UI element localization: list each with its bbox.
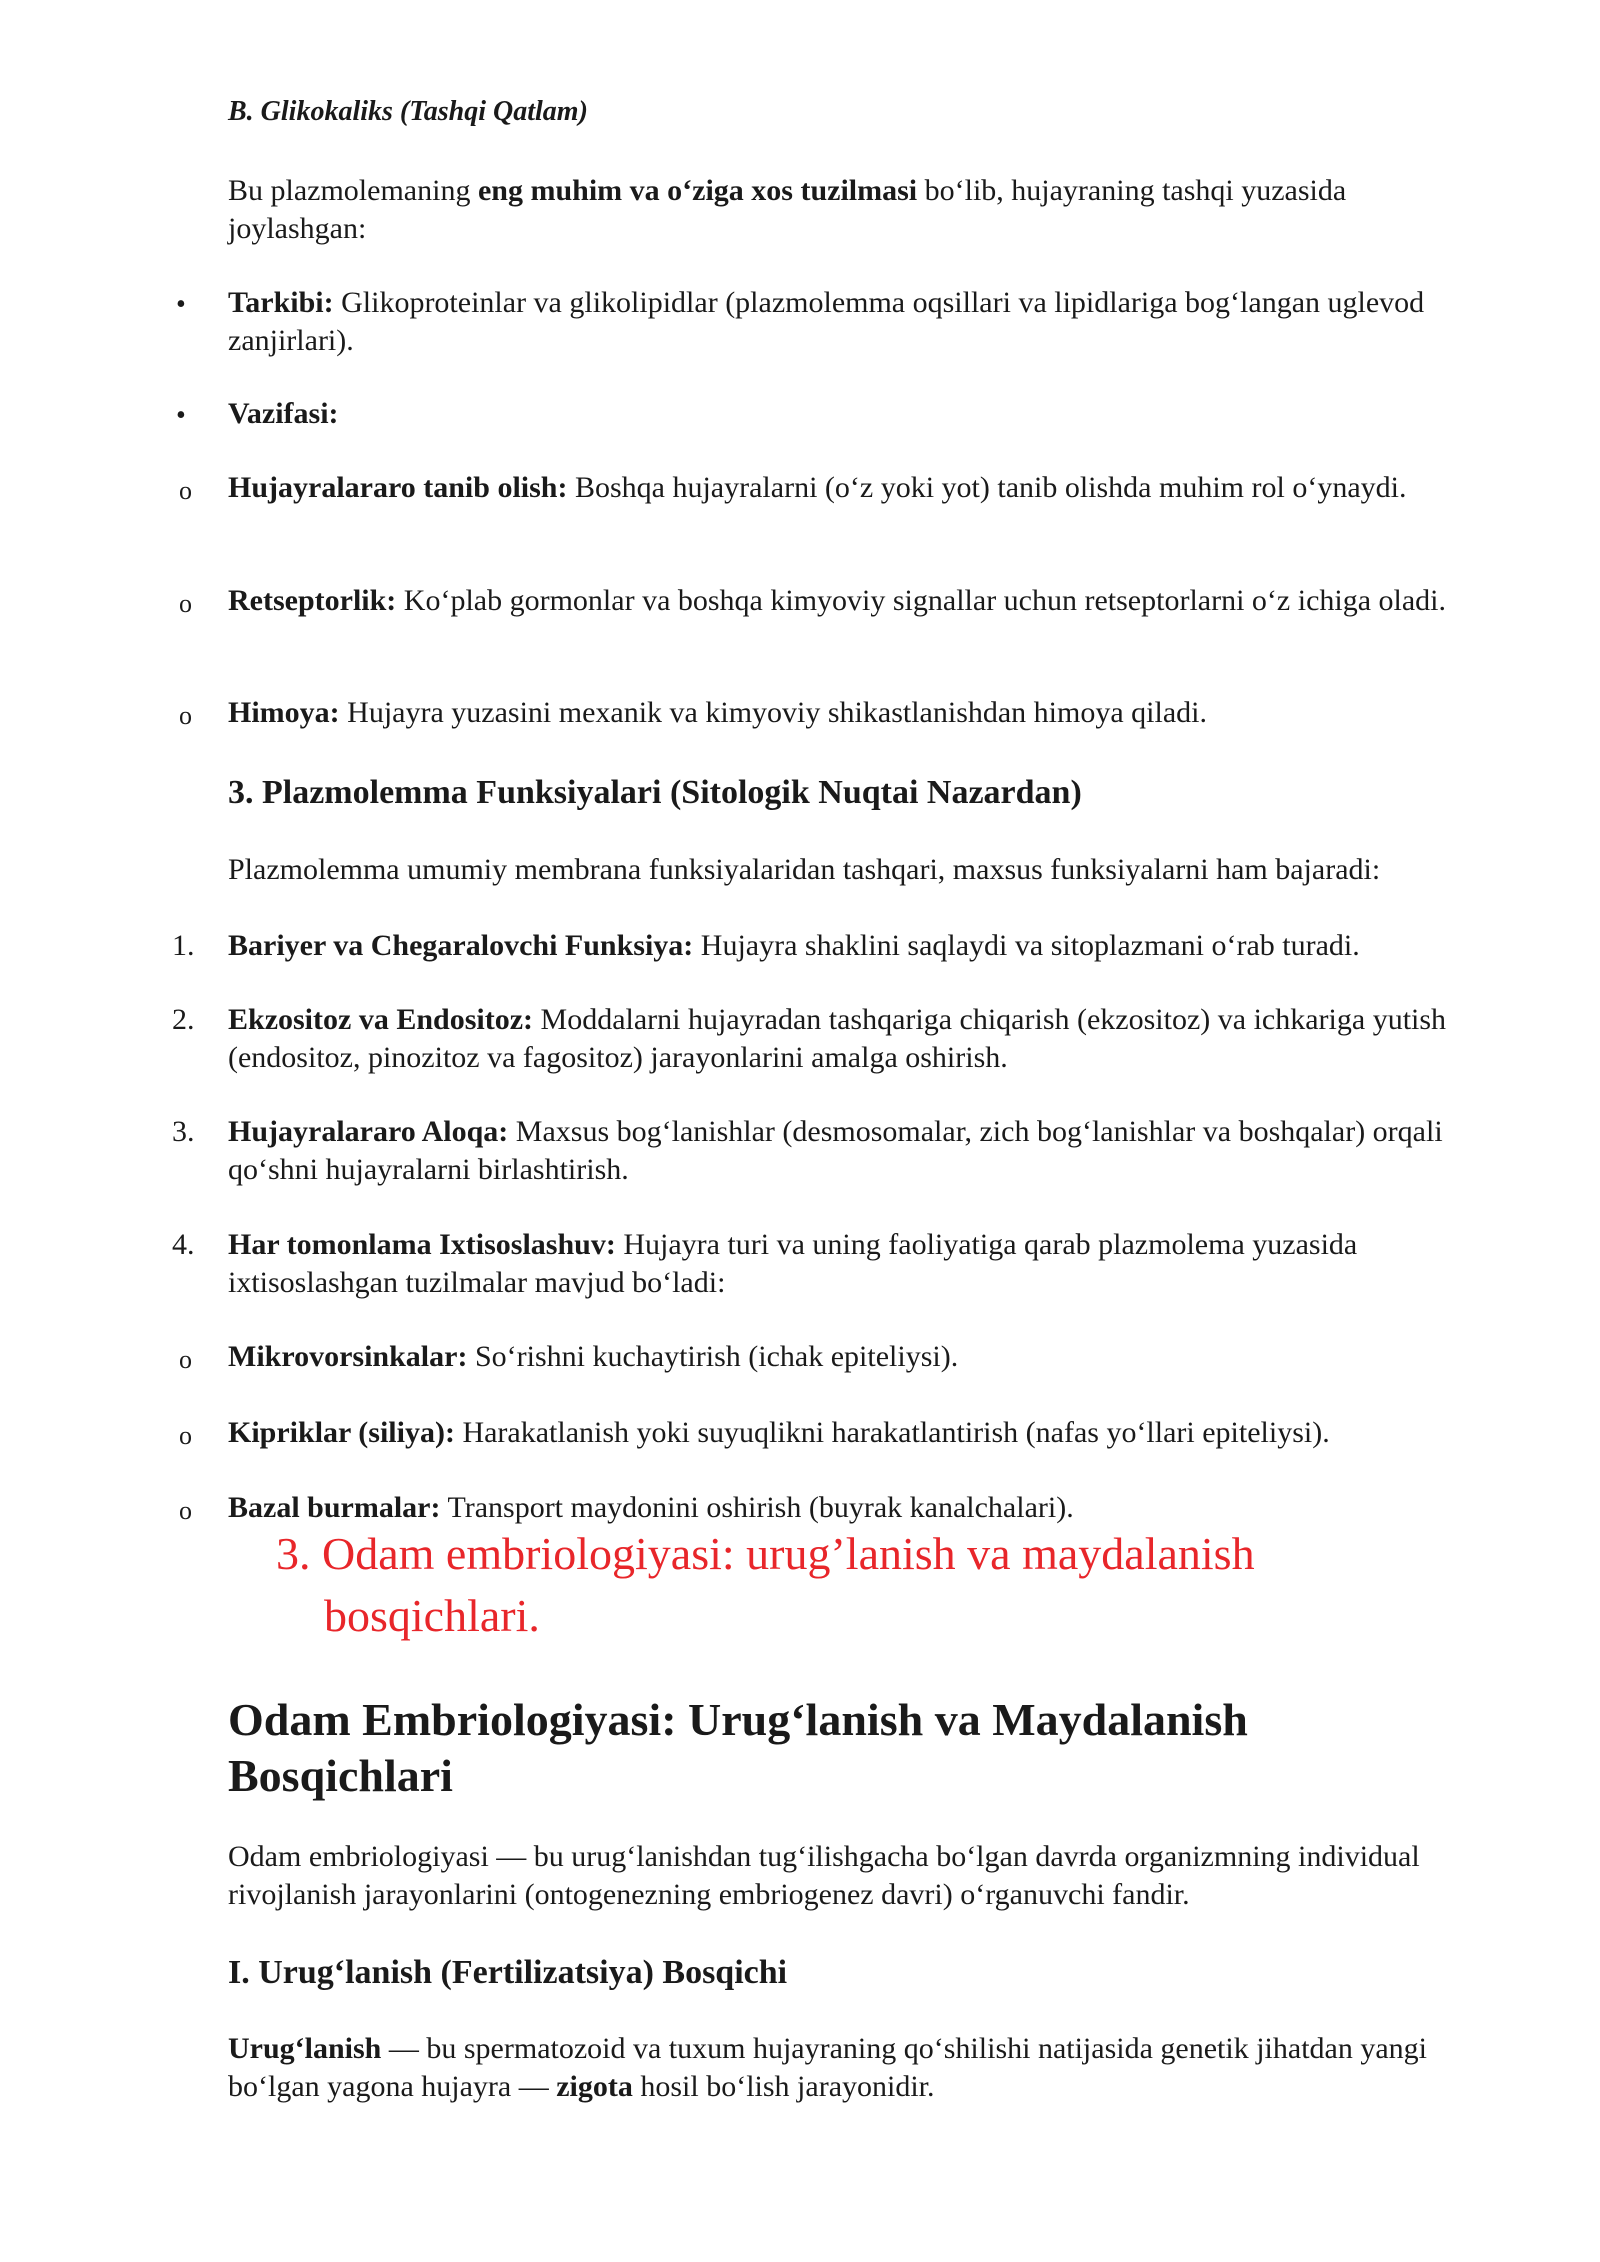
numbered-label: Hujayralararo Aloqa: bbox=[228, 1115, 509, 1148]
sub-bullet-mikrovorsinkalar bbox=[228, 1338, 1478, 1376]
sub-bullet-text: Transport maydonini oshirish (buyrak kanalchalari). bbox=[440, 1491, 1074, 1524]
numbered-text: Maxsus bog‘lanishlar (desmosomalar, zich bog‘lanishlar va boshqalar) orqali qo‘shni hujayralarni birlashtirish. bbox=[228, 1115, 1443, 1186]
main-intro: Odam embriologiyasi — bu urug‘lanishdan tug‘ilishgacha bo‘lgan davrda organizmning individual rivojlanish jarayonlarini (ontogenezning embriogenez davri) o‘rganuvchi fandir. bbox=[228, 1840, 1420, 1911]
sub-bullet-retseptorlik bbox=[228, 582, 1478, 620]
bullet-label: Vazifasi: bbox=[228, 397, 339, 430]
numbered-item-3 bbox=[228, 1113, 1478, 1189]
bullet-marker: • bbox=[176, 400, 186, 431]
sub-bullet-marker: o bbox=[179, 476, 192, 505]
sub-bullet-marker: o bbox=[179, 1496, 192, 1525]
fert-bold-1: Urug‘lanish bbox=[228, 2032, 382, 2065]
sub-bullet-label: Retseptorlik: bbox=[228, 584, 397, 617]
list-number: 1. bbox=[172, 929, 195, 962]
sub-bullet-text: Boshqa hujayralarni (o‘z yoki yot) tanib olishda muhim rol o‘ynaydi. bbox=[567, 471, 1407, 504]
sub-bullet-label: Himoya: bbox=[228, 696, 340, 729]
sub-bullet-kipriklar bbox=[228, 1414, 1478, 1452]
fertilization-definition bbox=[228, 2030, 1478, 2106]
sub-bullet-marker: o bbox=[179, 1345, 192, 1374]
numbered-text: Hujayra turi va uning faoliyatiga qarab plazmolema yuzasida ixtisoslashgan tuzilmalar mavjud bo‘ladi: bbox=[228, 1228, 1358, 1299]
intro-pre: Bu plazmolemaning bbox=[228, 174, 478, 207]
red-heading-line-1: 3. Odam embriologiyasi: urug’lanish va maydalanish bbox=[276, 1528, 1255, 1579]
fert-bold-2: zigota bbox=[556, 2070, 633, 2103]
intro-bold: eng muhim va o‘ziga xos tuzilmasi bbox=[477, 174, 918, 207]
intro-post: bo‘lib, hujayraning tashqi yuzasida joylashgan: bbox=[228, 174, 1347, 245]
bullet-tarkibi bbox=[228, 284, 1478, 360]
sub-bullet-marker: o bbox=[179, 1421, 192, 1450]
fert-mid: — bu spermatozoid va tuxum hujayraning qo‘shilishi natijasida genetik jihatdan yangi bo‘lgan yagona hujayra — bbox=[228, 2032, 1427, 2103]
sub-bullet-label: Bazal burmalar: bbox=[228, 1491, 441, 1524]
numbered-item-2 bbox=[228, 1001, 1478, 1077]
numbered-text: Moddalarni hujayradan tashqariga chiqarish (ekzositoz) va ichkariga yutish (endositoz, pinozitoz va fagositoz) jarayonlarini amalga oshirish. bbox=[228, 1003, 1447, 1074]
sub-bullet-marker: o bbox=[179, 701, 192, 730]
red-heading-line-2: bosqichlari. bbox=[324, 1590, 540, 1641]
list-number: 2. bbox=[172, 1003, 195, 1036]
numbered-label: Har tomonlama Ixtisoslashuv: bbox=[228, 1228, 616, 1261]
fert-post: hosil bo‘lish jarayonidir. bbox=[632, 2070, 935, 2103]
bullet-label: Tarkibi: bbox=[228, 286, 334, 319]
numbered-item-4 bbox=[228, 1226, 1478, 1302]
sub-bullet-label: Kipriklar (siliya): bbox=[228, 1416, 455, 1449]
sub-bullet-label: Hujayralararo tanib olish: bbox=[228, 471, 568, 504]
sub-bullet-tanib-olish bbox=[228, 469, 1478, 507]
embryology-red-heading bbox=[276, 1523, 1476, 1647]
bullet-text: Glikoproteinlar va glikolipidlar (plazmolemma oqsillari va lipidlariga bog‘langan uglevod zanjirlari). bbox=[228, 286, 1425, 357]
sub-bullet-text: Hujayra yuzasini mexanik va kimyoviy shikastlanishdan himoya qiladi. bbox=[339, 696, 1207, 729]
numbered-label: Bariyer va Chegaralovchi Funksiya: bbox=[228, 929, 694, 962]
numbered-item-1 bbox=[228, 927, 1478, 965]
numbered-text: Hujayra shaklini saqlaydi va sitoplazmani o‘rab turadi. bbox=[693, 929, 1360, 962]
list-number: 3. bbox=[172, 1115, 195, 1148]
sub-bullet-text: Harakatlanish yoki suyuqlikni harakatlantirish (nafas yo‘llari epiteliysi). bbox=[454, 1416, 1330, 1449]
section-3-intro: Plazmolemma umumiy membrana funksiyalaridan tashqari, maxsus funksiyalarni ham bajaradi: bbox=[228, 853, 1381, 886]
section-i-title: I. Urug‘lanish (Fertilizatsiya) Bosqichi bbox=[228, 1954, 788, 1991]
sub-bullet-bazal bbox=[228, 1489, 1478, 1527]
sub-bullet-text: Ko‘plab gormonlar va boshqa kimyoviy signallar uchun retseptorlarni o‘z ichiga oladi. bbox=[396, 584, 1447, 617]
numbered-label: Ekzositoz va Endositoz: bbox=[228, 1003, 534, 1036]
intro-paragraph bbox=[228, 172, 1478, 248]
sub-bullet-marker: o bbox=[179, 589, 192, 618]
bullet-marker: • bbox=[176, 289, 186, 320]
section-3-title: 3. Plazmolemma Funksiyalari (Sitologik Nuqtai Nazardan) bbox=[228, 774, 1082, 811]
sub-bullet-himoya bbox=[228, 694, 1478, 732]
sub-bullet-text: So‘rishni kuchaytirish (ichak epiteliysi). bbox=[467, 1340, 959, 1373]
bullet-vazifasi bbox=[228, 395, 1478, 433]
section-b-title: B. Glikokaliks (Tashqi Qatlam) bbox=[228, 96, 588, 127]
sub-bullet-label: Mikrovorsinkalar: bbox=[228, 1340, 468, 1373]
list-number: 4. bbox=[172, 1228, 195, 1261]
main-title: Odam Embriologiyasi: Urug‘lanish va Maydalanish Bosqichlari bbox=[228, 1694, 1248, 1801]
